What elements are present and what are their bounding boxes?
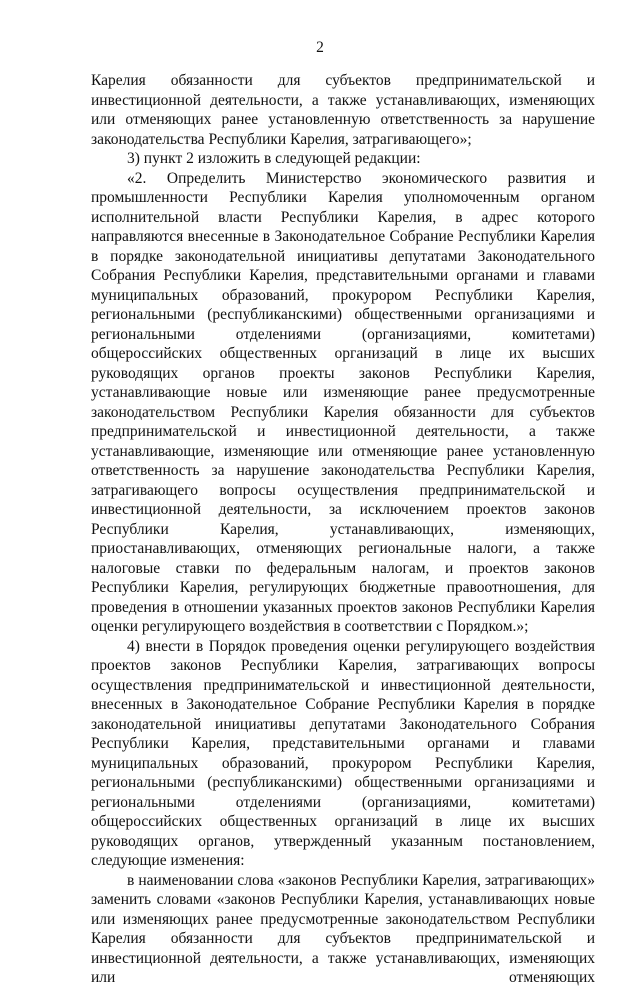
paragraph-item-4: 4) внести в Порядок проведения оценки регулирующего воздействия проектов законов Республики Карелия, затрагивающих вопросы осуществления предпринимательской и инвестиционной деятельности, внесенных в Законодательное Собрание Республики Карелия в порядке законодательной инициативы депутатами Законодательного Собрания Республики Карелия, представительными органами и главами муниципальных образований, прокурором Республики Карелия, региональными (республиканскими) общественными организациями и региональными отделениями (организациями, комитетами) общероссийских общественных организаций в лице их высших руководящих органов, утвержденный указанным постановлением, следующие изменения:: [91, 637, 595, 869]
paragraph-item-2-text: «2. Определить Министерство экономического развития и промышленности Республики Карелия уполномоченным органом исполнительной власти Республики Карелия, в адрес которого направляются внесенные в Законодательное Собрание Республики Карелия в порядке законодательной инициативы депутатами Законодательного Собрания Республики Карелия, представительными органами и главами муниципальных образований, прокурором Республики Карелия, региональными (республиканскими) общественными организациями и региональными отделениями (организациями, комитетами) общероссийских общественных организаций в лице их высших руководящих органов проекты законов Республики Карелия, устанавливающие новые или изменяющие ранее предусмотренные законодательством Республики Карелия обязанности для субъектов предпринимательской и инвестиционной деятельности, а также устанавливающие, изменяющие или отменяющие ранее установленную ответственность за нарушение законодательства Республики Карелия, затрагивающего вопросы осуществления предпринимательской и инвестиционной деятельности, за исключением проектов законов Республики Карелия, устанавливающих, изменяющих, приостанавливающих, отменяющих региональные налоги, а также налоговые ставки по федеральным налогам, и проектов законов Республики Карелия, регулирующих бюджетные правоотношения, для проведения в отношении указанных проектов законов Республики Карелия оценки регулирующего воздействия в соответствии с Порядком.»;: [91, 169, 595, 635]
document-body: [91, 71, 595, 988]
page-number: 2: [316, 39, 324, 56]
paragraph-item-3: 3) пункт 2 изложить в следующей редакции:: [127, 150, 421, 167]
paragraph-continuation: Карелия обязанности для субъектов предпринимательской и инвестиционной деятельности, а также устанавливающих, изменяющих или отменяющих ранее установленную ответственность за нарушение законодательства Республики Карелия, затрагивающего»;: [91, 72, 595, 148]
paragraph-title-change: в наименовании слова «законов Республики Карелия, затрагивающих» заменить словами «законов Республики Карелия, устанавливающих новые или изменяющих ранее предусмотренные законодательством Республики Карелия обязанности для субъектов предпринимательской и инвестиционной деятельности, а также устанавливающих, изменяющих или отменяющих: [91, 871, 595, 986]
